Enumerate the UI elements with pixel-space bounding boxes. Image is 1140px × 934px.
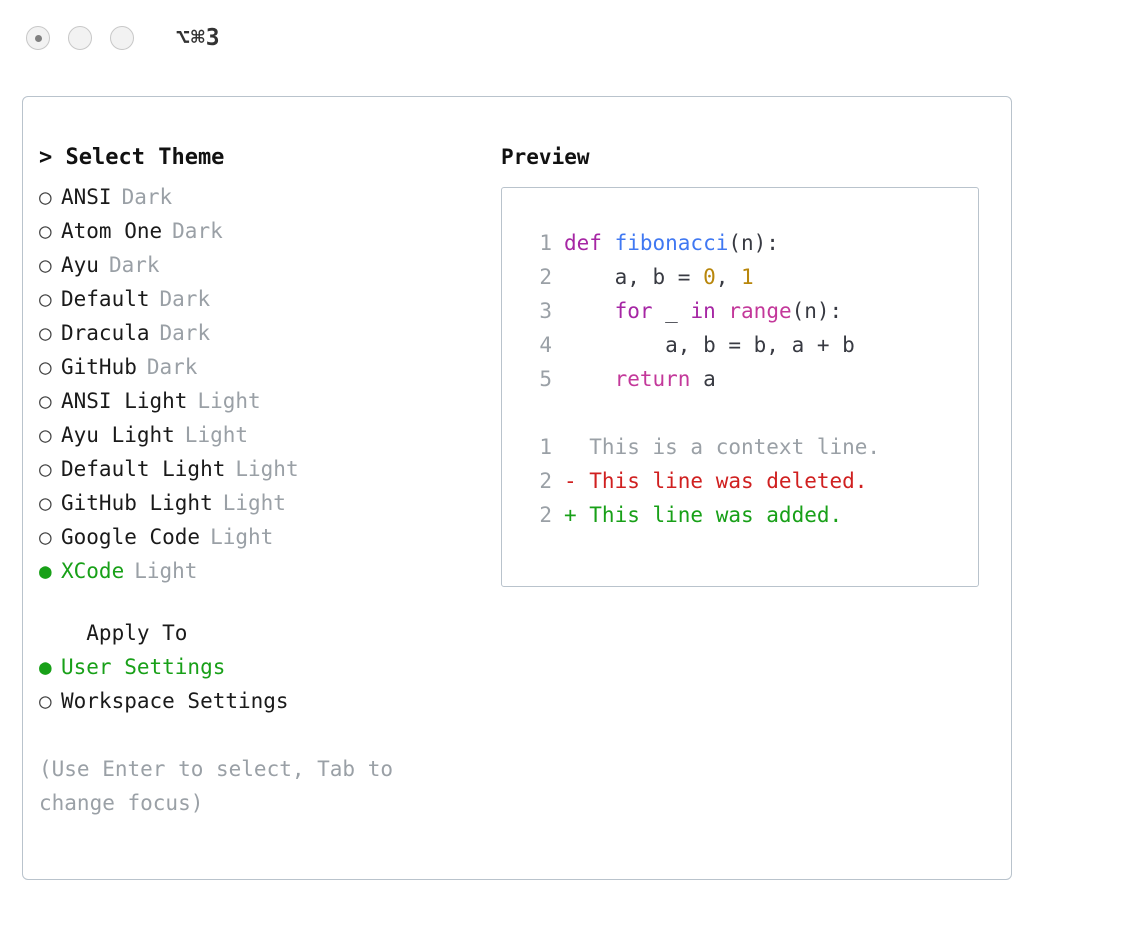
theme-option-label: Atom One xyxy=(61,219,163,243)
line-number: 5 xyxy=(539,367,552,391)
code-sample xyxy=(522,226,978,396)
diff-line-text: This is a context line. xyxy=(564,435,881,459)
preview-heading: Preview xyxy=(501,145,590,169)
theme-option-label: GitHub xyxy=(61,355,137,379)
theme-option[interactable] xyxy=(39,452,479,486)
line-number: 1 xyxy=(539,231,552,255)
theme-option[interactable] xyxy=(39,554,479,588)
radio-unselected-icon: ○ xyxy=(39,219,52,243)
line-number: 2 xyxy=(539,265,552,289)
apply-to-heading: Apply To xyxy=(61,621,188,645)
code-token: a xyxy=(703,367,716,391)
radio-selected-icon: ● xyxy=(39,655,52,679)
theme-variant-label: Dark xyxy=(146,355,198,379)
theme-variant-label: Dark xyxy=(121,185,173,209)
diff-sample xyxy=(522,430,978,532)
theme-option[interactable] xyxy=(39,384,479,418)
theme-option[interactable] xyxy=(39,248,479,282)
diff-line xyxy=(522,464,978,498)
diff-line xyxy=(522,498,978,532)
preview-column xyxy=(501,145,991,587)
code-line xyxy=(522,362,978,396)
radio-unselected-icon: ○ xyxy=(39,389,52,413)
code-token: def xyxy=(564,231,615,255)
radio-selected-icon: ● xyxy=(39,559,52,583)
code-token: (n): xyxy=(791,299,843,323)
apply-to-list xyxy=(39,650,479,718)
code-token: in xyxy=(690,299,729,323)
line-number: 2 xyxy=(539,469,552,493)
code-token xyxy=(564,367,615,391)
window-maximize-dot[interactable] xyxy=(110,26,134,50)
code-token: (n): xyxy=(728,231,779,255)
code-line xyxy=(522,226,978,260)
code-token: return xyxy=(614,367,704,391)
theme-variant-label: Dark xyxy=(172,219,223,243)
select-theme-heading: > Select Theme xyxy=(39,145,225,170)
theme-option-label: Dracula xyxy=(61,321,150,345)
radio-unselected-icon: ○ xyxy=(39,355,52,379)
code-token: range xyxy=(728,299,792,323)
theme-option[interactable] xyxy=(39,418,479,452)
code-token: fibonacci xyxy=(614,231,729,255)
theme-variant-label: Light xyxy=(235,457,299,481)
radio-unselected-icon: ○ xyxy=(39,525,52,549)
theme-variant-label: Light xyxy=(134,559,198,583)
radio-unselected-icon: ○ xyxy=(39,423,52,447)
theme-variant-label: Light xyxy=(197,389,261,413)
theme-option-label: GitHub Light xyxy=(61,491,213,515)
code-token: , xyxy=(715,265,742,289)
theme-option[interactable] xyxy=(39,180,479,214)
code-token: 0 xyxy=(703,265,716,289)
diff-line-text: + This line was added. xyxy=(564,503,843,527)
theme-option-label: Google Code xyxy=(61,525,201,549)
line-number: 2 xyxy=(539,503,552,527)
line-number: 3 xyxy=(539,299,552,323)
code-token: 1 xyxy=(741,265,754,289)
code-line xyxy=(522,260,978,294)
theme-selection-column xyxy=(39,145,479,820)
diff-line xyxy=(522,430,978,464)
theme-option[interactable] xyxy=(39,520,479,554)
code-token: _ xyxy=(665,299,691,323)
theme-option[interactable] xyxy=(39,486,479,520)
apply-to-option[interactable] xyxy=(39,684,479,718)
keyboard-shortcut-label: ⌥⌘3 xyxy=(176,25,221,51)
window-minimize-dot[interactable] xyxy=(68,26,92,50)
theme-list xyxy=(39,180,479,588)
radio-unselected-icon: ○ xyxy=(39,185,52,209)
theme-variant-label: Dark xyxy=(108,253,160,277)
spacer xyxy=(39,588,479,616)
theme-option-label: ANSI xyxy=(61,185,112,209)
theme-option-label: Ayu xyxy=(61,253,99,277)
radio-unselected-icon: ○ xyxy=(39,287,52,311)
line-number: 4 xyxy=(539,333,552,357)
radio-unselected-icon: ○ xyxy=(39,689,52,713)
theme-option-label: Ayu Light xyxy=(61,423,175,447)
apply-to-option-label: Workspace Settings xyxy=(61,689,289,713)
main-panel xyxy=(22,96,1012,880)
line-number: 1 xyxy=(539,435,552,459)
theme-option[interactable] xyxy=(39,316,479,350)
theme-variant-label: Light xyxy=(184,423,249,447)
theme-variant-label: Dark xyxy=(159,287,211,311)
theme-option-label: Default xyxy=(61,287,150,311)
radio-unselected-icon: ○ xyxy=(39,457,52,481)
preview-box xyxy=(501,187,979,587)
radio-unselected-icon: ○ xyxy=(39,321,52,345)
theme-option[interactable] xyxy=(39,214,479,248)
theme-option-label: Default Light xyxy=(61,457,226,481)
window-close-dot[interactable] xyxy=(26,26,50,50)
code-line xyxy=(522,294,978,328)
code-token: a, b = b, a + b xyxy=(564,333,855,357)
theme-variant-label: Dark xyxy=(159,321,211,345)
theme-variant-label: Light xyxy=(222,491,286,515)
theme-option-label: XCode xyxy=(61,559,125,583)
theme-variant-label: Light xyxy=(210,525,274,549)
radio-unselected-icon: ○ xyxy=(39,253,52,277)
keyboard-hint-text: (Use Enter to select, Tab to change focus) xyxy=(39,757,394,815)
window-titlebar xyxy=(0,0,1140,76)
theme-option-label: ANSI Light xyxy=(61,389,188,413)
code-line xyxy=(522,328,978,362)
apply-to-option-label: User Settings xyxy=(61,655,226,679)
code-diff-spacer xyxy=(522,396,978,430)
diff-line-text: - This line was deleted. xyxy=(564,469,868,493)
code-token: a, b = xyxy=(564,265,704,289)
theme-option[interactable] xyxy=(39,350,479,384)
code-token: for xyxy=(614,299,666,323)
code-token xyxy=(564,299,615,323)
theme-option[interactable] xyxy=(39,282,479,316)
apply-to-option[interactable] xyxy=(39,650,479,684)
radio-unselected-icon: ○ xyxy=(39,491,52,515)
